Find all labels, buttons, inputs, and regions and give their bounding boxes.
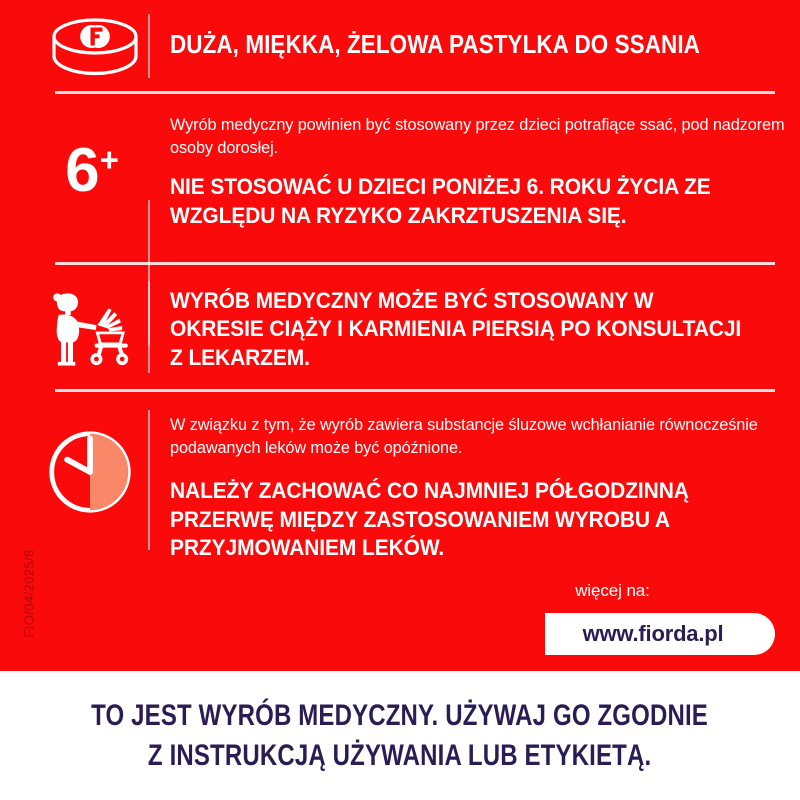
website-url: www.fiorda.pl	[582, 621, 724, 646]
age-limit-6-plus-icon	[44, 136, 140, 205]
timing-lead-text: W związku z tym, że wyrób zawiera substancje śluzowe wchłanianie równocześnie podawanych leków może być opóźnione.	[170, 416, 758, 458]
disclaimer-line-2: Z INSTRUKCJĄ UŻYWANIA LUB ETYKIETĄ.	[148, 738, 652, 772]
medical-device-disclaimer	[0, 671, 800, 800]
reference-code: FIO/04/2025/8	[21, 549, 37, 638]
age-plus-sign: +	[99, 141, 119, 178]
more-info-label: więcej na:	[575, 581, 650, 600]
section-pregnancy	[0, 263, 800, 389]
website-button[interactable]	[545, 613, 775, 655]
pregnant-woman-stroller-icon	[40, 281, 140, 371]
section-timing	[0, 390, 800, 570]
section-age-body	[170, 114, 785, 230]
header	[0, 0, 800, 92]
page-title: DUŻA, MIĘKKA, ŻELOWA PASTYLKA DO SSANIA	[170, 31, 700, 59]
header-divider	[148, 14, 150, 78]
half-hour-clock-icon	[40, 426, 140, 518]
age-number: 6	[65, 136, 99, 205]
age-warning-text: NIE STOSOWAĆ U DZIECI PONIŻEJ 6. ROKU ŻYCIA ZE WZGLĘDU NA RYZYKO ZAKRZTUSZENIA SIĘ.	[170, 174, 711, 228]
section-divider	[148, 410, 150, 550]
disclaimer-line-1: TO JEST WYRÓB MEDYCZNY. UŻYWAJ GO ZGODNIE	[91, 698, 709, 732]
section-pregnancy-body	[170, 287, 785, 372]
timing-warning-text: NALEŻY ZACHOWAĆ CO NAJMNIEJ PÓŁGODZINNĄ PRZERWĘ MIĘDZY ZASTOSOWANIEM WYROBU A PRZYJMOWANIEM LEKÓW.	[170, 478, 689, 560]
pregnancy-warning-text: WYRÓB MEDYCZNY MOŻE BYĆ STOSOWANY W OKRESIE CIĄŻY I KARMIENIA PIERSIĄ PO KONSULTACJI Z LEKARZEM.	[170, 288, 742, 370]
section-divider	[148, 281, 150, 373]
section-timing-body	[170, 414, 785, 562]
age-lead-text: Wyrób medyczny powinien być stosowany przez dzieci potrafiące ssać, pod nadzorem osoby dorosłej.	[170, 116, 785, 158]
lozenge-pastille-f-icon	[47, 16, 143, 78]
section-age-limit	[0, 92, 800, 262]
